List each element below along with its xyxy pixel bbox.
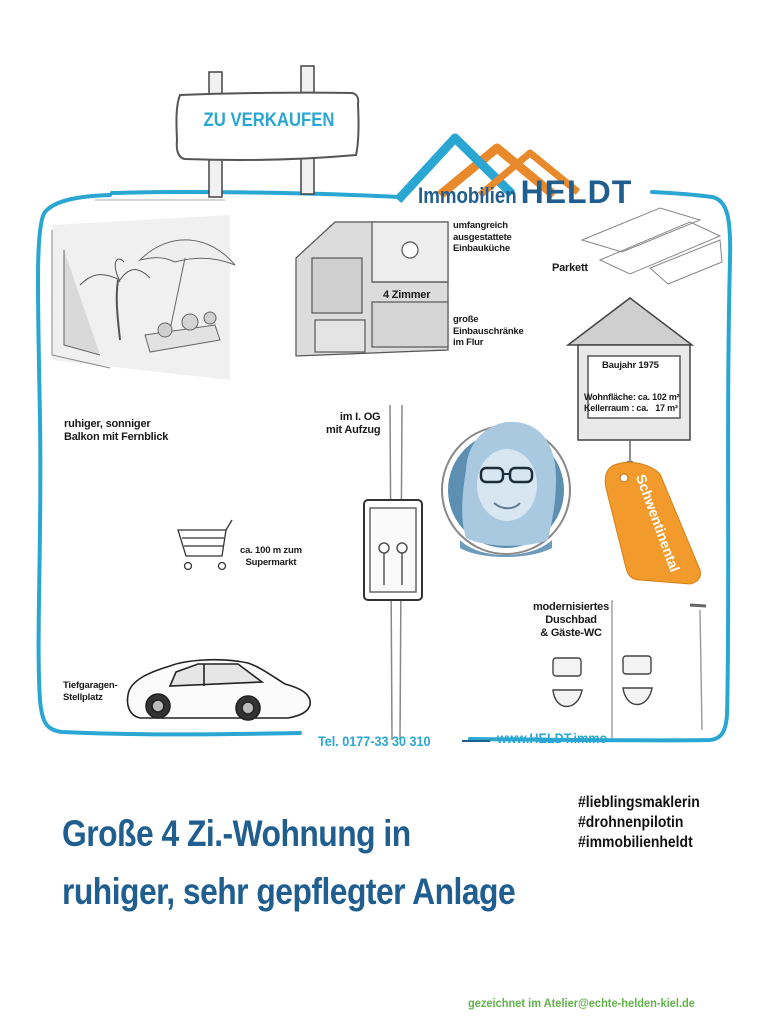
balcony-illustration xyxy=(52,200,235,380)
brand-word-heldt: HELDT xyxy=(520,174,633,210)
elevator-illustration xyxy=(364,405,422,740)
location-tag-text: Schwentinental xyxy=(632,472,684,574)
feature-kitchen-line2: ausgestattete xyxy=(453,231,512,243)
feature-garage xyxy=(63,680,117,703)
feature-supermarket-line1: ca. 100 m zum xyxy=(240,545,302,556)
feature-wardrobe xyxy=(453,314,524,349)
feature-kitchen xyxy=(453,220,512,255)
parquet-illustration xyxy=(582,208,722,284)
feature-elevator xyxy=(326,411,380,437)
hashtag-2: #drohnenpilotin xyxy=(578,814,684,831)
agent-portrait xyxy=(442,422,570,557)
house-year: Baujahr 1975 xyxy=(602,360,659,371)
feature-floor: Parkett xyxy=(552,262,588,274)
feature-elevator-line1: im I. OG xyxy=(339,411,381,423)
feature-bath-line1: modernisiertes xyxy=(532,601,610,613)
house-living-area: Wohnfläche: ca. 102 m² xyxy=(584,392,680,402)
footer-credit: gezeichnet im Atelier@echte-helden-kiel.de xyxy=(468,996,695,1010)
hashtag-3: #immobilienheldt xyxy=(578,834,693,851)
contact-web-link[interactable]: www.HELDT.immo xyxy=(497,730,608,746)
feature-balcony-line1: ruhiger, sonniger xyxy=(64,418,151,430)
car-illustration xyxy=(128,660,311,720)
brand-word-immobilien: Immobilien xyxy=(418,183,517,208)
feature-rooms: 4 Zimmer xyxy=(383,289,431,301)
feature-bath xyxy=(528,601,614,640)
brand-logo[interactable] xyxy=(418,174,632,211)
contact-phone-link[interactable]: Tel. 0177-33 30 310 xyxy=(318,733,431,749)
feature-balcony xyxy=(64,418,168,444)
feature-garage-line2: Stellplatz xyxy=(63,691,103,703)
feature-balcony-line2: Balkon mit Fernblick xyxy=(64,431,169,443)
hashtag-1: #lieblingsmaklerin xyxy=(578,794,700,811)
sale-sign-text: ZU VERKAUFEN xyxy=(203,110,335,131)
feature-kitchen-line3: Einbauküche xyxy=(453,243,510,254)
cart-icon xyxy=(178,520,232,570)
feature-wardrobe-line2: Einbauschränke xyxy=(453,325,524,337)
feature-wardrobe-line1: große xyxy=(453,314,479,325)
feature-wardrobe-line3: im Flur xyxy=(453,337,484,348)
house-illustration xyxy=(568,298,692,469)
feature-bath-line2: Duschbad xyxy=(545,614,597,626)
feature-elevator-line2: mit Aufzug xyxy=(326,424,381,436)
feature-kitchen-line1: umfangreich xyxy=(453,220,508,231)
headline-line1: Große 4 Zi.-Wohnung in xyxy=(62,813,411,854)
headline-line2: ruhiger, sehr gepflegter Anlage xyxy=(62,871,516,912)
feature-bath-line3: & Gäste-WC xyxy=(540,627,602,639)
feature-supermarket xyxy=(240,545,302,568)
feature-garage-line1: Tiefgaragen- xyxy=(63,680,118,691)
feature-supermarket-line2: Supermarkt xyxy=(245,556,297,568)
house-cellar-area: Kellerraum : ca. 17 m² xyxy=(584,403,678,413)
